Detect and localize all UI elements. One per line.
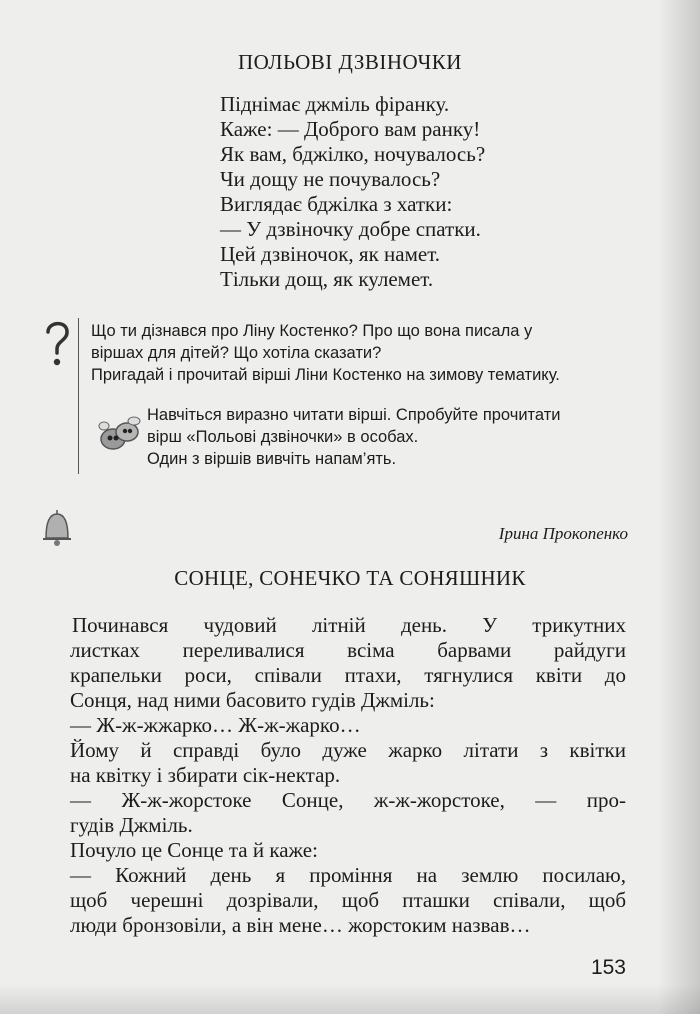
story-line: на квітку і збирати сік-нектар. [70, 763, 341, 787]
question-line: Що ти дізнався про Ліну Костенко? Про що вона писала у [91, 322, 533, 340]
poem-line: Піднімає джміль фіранку. [220, 92, 450, 116]
poem-line: — У дзвіночку добре спатки. [220, 217, 481, 241]
story-line: Почуло це Сонце та й каже: [70, 838, 318, 862]
story-line: Сонця, над ними басовито гудів Джміль: [70, 688, 435, 712]
bell-icon [40, 508, 74, 548]
story-author: Ірина Прокопенко [498, 524, 628, 543]
task-line: вірш «Польові дзвіночки» в особах. [147, 428, 419, 446]
story-line: — Кожний день я проміння на землю посилаю, [70, 863, 626, 887]
poem-line: Тільки дощ, як кулемет. [220, 267, 434, 291]
poem-line: Як вам, бджілко, ночувалось? [220, 142, 486, 166]
story-line: крапельки роси, співали птахи, тягнулися квіти до [70, 663, 626, 687]
question-line: віршах для дітей? Що хотіла сказати? [91, 344, 382, 362]
task-line: Навчіться виразно читати вірші. Спробуйте прочитати [147, 406, 561, 424]
poem-line: Каже: — Доброго вам ранку! [220, 117, 481, 141]
story-line: — Ж-ж-жорстоке Сонце, ж-ж-жорстоке, — про- [70, 788, 626, 812]
story-line: люди бронзовіли, а він мене… жорстоким назвав… [70, 913, 531, 937]
question-mark-icon [40, 318, 74, 370]
questions-box [78, 318, 639, 474]
story-line: Починався чудовий літній день. У трикутних [72, 613, 626, 637]
poem-line: Чи дощу не почувалось? [220, 167, 441, 191]
story-line: Йому й справді було дуже жарко літати з квітки [70, 738, 626, 762]
story-body [70, 613, 626, 938]
page-edge-shadow [658, 0, 700, 1014]
poem-line: Виглядає бджілка з хатки: [220, 192, 453, 216]
poem-body [220, 92, 485, 292]
question-line: Пригадай і прочитай вірші Ліни Костенко на зимову тематику. [91, 366, 560, 384]
questions-text [91, 320, 560, 386]
task-text [147, 404, 561, 470]
story-line: щоб черешні дозрівали, щоб пташки співали, щоб [70, 888, 626, 912]
page-bottom-shadow [0, 984, 700, 1014]
poem-title: ПОЛЬОВІ ДЗВІНОЧКИ [238, 50, 462, 74]
story-line: — Ж-ж-жжарко… Ж-ж-жарко… [70, 713, 361, 737]
page-number: 153 [590, 956, 626, 979]
task-line: Один з віршів вивчіть напам’ять. [147, 450, 397, 468]
bees-icon [96, 412, 144, 456]
story-title: СОНЦЕ, СОНЕЧКО ТА СОНЯШНИК [174, 566, 526, 590]
story-line: гудів Джміль. [70, 813, 193, 837]
poem-line: Цей дзвіночок, як намет. [220, 242, 441, 266]
story-line: листках переливалися всіма барвами райдуги [70, 638, 626, 662]
